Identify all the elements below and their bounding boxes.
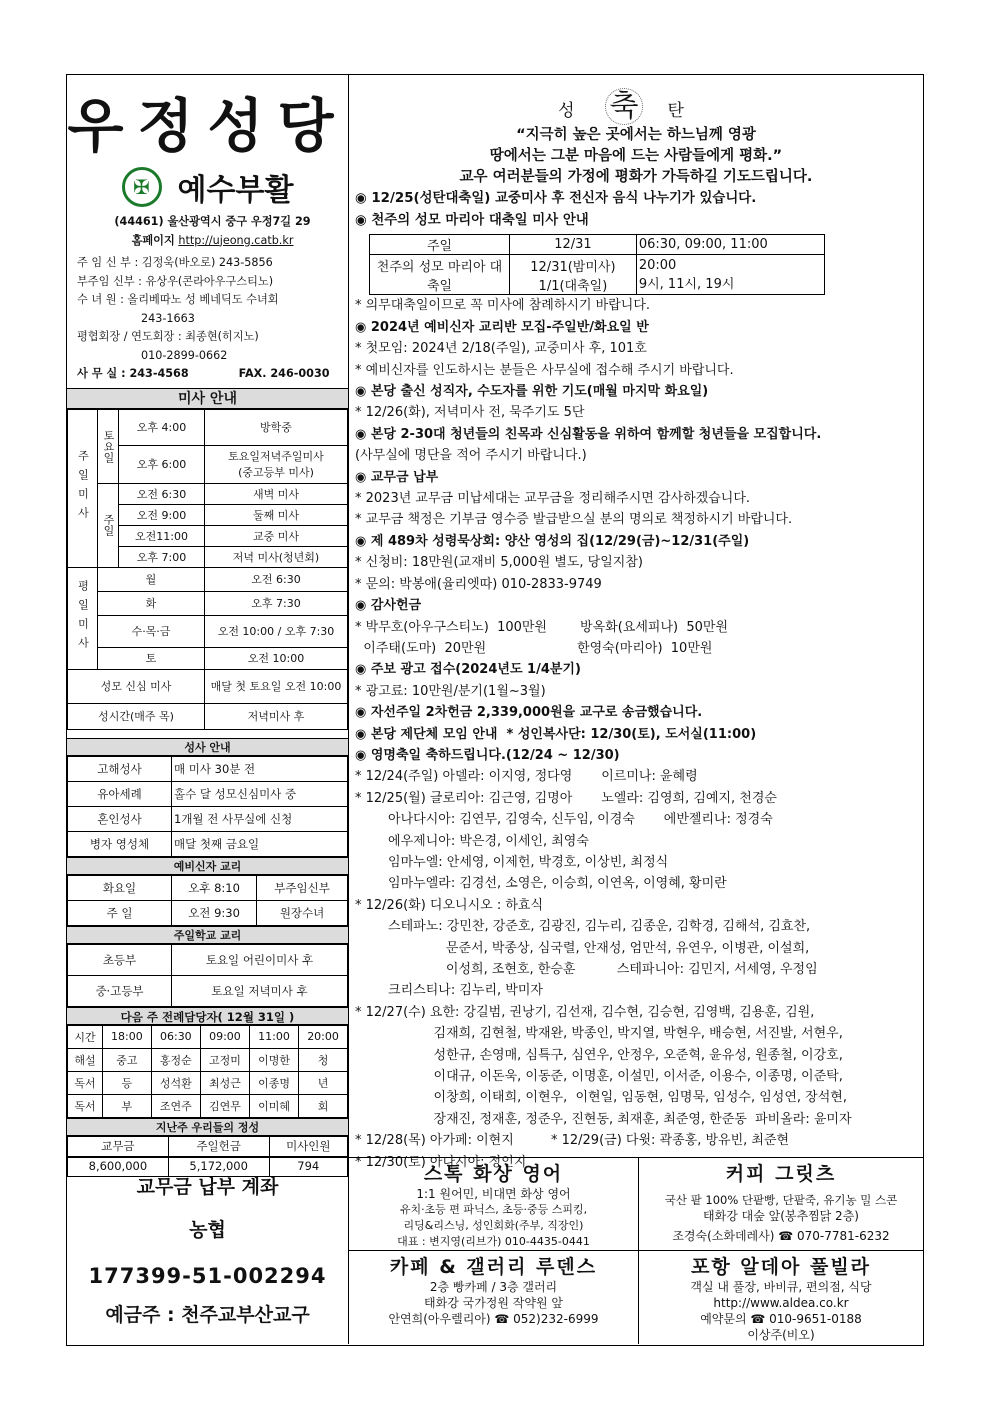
notice-heading: ◉ 주보 광고 접수(2024년도 1/4분기) (355, 662, 581, 678)
notice-line: * 12/26(화), 저녁미사 전, 묵주기도 5단 (355, 405, 585, 421)
notice-line: 아나다시아: 김연무, 김영숙, 신두임, 이경숙 에반젤리나: 정경숙 (355, 812, 773, 828)
notice-line: * 광고료: 10만원/분기(1월~3월) (355, 683, 546, 699)
notice-heading: ◉ 교무금 납부 (355, 469, 439, 485)
mass-heading: 미사 안내 (67, 388, 348, 409)
notice-heading: ◉ 영명축일 축하드립니다.(12/24 ~ 12/30) (355, 747, 620, 763)
notice-line: * 2023년 교무금 미납세대는 교무금을 정리해주시면 감사하겠습니다. (355, 491, 751, 507)
left-column (67, 75, 349, 1173)
staff-5: 010-2899-0662 (141, 348, 228, 362)
sacrament-table: 고해성사 매 미사 30분 전 유아세례 홀수 달 성모신심미사 중 혼인성사 1개월 전 사무실에 신청 병자 영성체 매달 첫째 금요일 (67, 756, 348, 857)
staff-1: 부주임 신부 : 유상우(콘라아우구스티노) (77, 274, 274, 288)
notice-line: 성한규, 손영매, 심특구, 심연우, 안정우, 오준혁, 윤유성, 원종철, 이강호, (355, 1047, 843, 1063)
ad-villa: 포항 알데아 풀빌라 객실 내 풀장, 바비큐, 편의점, 식당 http://www.aldea.co.kr 예약문의 ☎ 010-9651-0188 이상주(비오) (690, 1256, 872, 1342)
notice-line: (사무실에 명단을 적어 주시기 바랍니다.) (355, 448, 587, 464)
notice-line: 에우제니아: 박은경, 이세인, 최영숙 (355, 833, 589, 849)
notice-line: * 문의: 박봉애(율리엣따) 010-2833-9749 (355, 576, 602, 592)
notice-line: * 첫모임: 2024년 2/18(주일), 교중미사 후, 101호 (355, 341, 647, 357)
bank-name: 농협 (189, 1219, 226, 1241)
xmas-heading: 성 축 탄 (558, 89, 714, 124)
notice-line: 스테파노: 강민찬, 강준호, 김광진, 김누리, 김종운, 김학경, 김해석, 김효찬, (355, 919, 811, 935)
notice-line: * 12/26(화) 디오니시오 : 하효식 (355, 897, 544, 913)
homepage-link[interactable]: http://ujeong.catb.kr (178, 233, 294, 247)
notice-line: * 박무호(아우구스티노) 100만원 방옥화(요세피나) 50만원 (355, 619, 729, 635)
staff-0: 주 임 신 부 : 김정욱(바오로) 243-5856 (77, 256, 273, 269)
notice-heading: ◉ 감사헌금 (355, 598, 422, 614)
notice-line: * 12/28(목) 아가페: 이현지 * 12/29(금) 다윗: 곽종홍, 방유빈, 최준현 (355, 1133, 790, 1149)
school-heading: 주일학교 교리 (67, 926, 348, 944)
homepage: 홈페이지 http://ujeong.catb.kr (131, 233, 294, 247)
notice-heading: ◉ 2024년 예비신자 교리반 모집-주일반/화요일 반 (355, 319, 649, 335)
diocese-seal-icon: ✠ (122, 167, 162, 207)
staff-4: 평협회장 / 연도회장 : 최종현(히지노) (77, 330, 259, 343)
account-number: 177399-51-002294 (88, 1264, 327, 1288)
account-box (67, 1158, 349, 1344)
mary-feast-table: 주일 12/31 06:30, 09:00, 11:00 천주의 성모 마리아 대축일 12/31(밤미사) 1/1(대축일) 20:00 9시, 11시, 19시 (369, 234, 825, 295)
notice-line: * 의무대축일이므로 꼭 미사에 참례하시기 바랍니다. (355, 298, 651, 314)
news-lines (349, 295, 923, 1173)
mass-table: 주일미사 토요일 오후 4:00 방학중 오후 6:00 토요일저녁주일미사 (중고등부 미사) 주일 오전 6:30 새벽 미사 오전 9:00 둘째 미사 오전11:00 교중 미사 오후 7:00 저녁 미사(청년회) 평일미사 월 오전 6:30 화 오후 7:30 수·목·금 오전 10:00 / 오후 7:30 토 오전 10:00 성모 신심 미사 매달 첫 토요일 오전 10:00 성시간(매주 목) 저녁미사 후 (67, 409, 348, 730)
notice-heading: ◉ 제 489차 성령묵상회: 양산 영성의 집(12/29(금)~12/31(주일) (355, 533, 750, 549)
ad-coffee: 커피 그릿츠 국산 팥 100% 단팥빵, 단팥죽, 유기농 밀 스콘 태화강 대숲 앞(봉추찜닭 2층) 조경숙(소화데레사) ☎ 070-7781-6232 (639, 1158, 923, 1251)
ads-area (67, 1157, 923, 1345)
notice-line: 임마누엘: 안세영, 이제헌, 박경호, 이상빈, 최정식 (355, 854, 669, 870)
account-title: 교무금 납부 계좌 (136, 1176, 279, 1198)
logo-text: 예수부활 (177, 173, 294, 208)
church-info (67, 213, 348, 384)
notice-line: * 교무금 책정은 기부금 영수증 발급받으실 분의 명의로 책정하시기 바랍니다. (355, 512, 793, 528)
notice-line: * 12/25(월) 글로리아: 김근영, 김명아 노엘라: 김영희, 김예지, 천경순 (355, 790, 777, 806)
address: (44461) 울산광역시 중구 우정7길 29 (114, 215, 311, 228)
bulletin-frame (66, 74, 924, 1346)
notice-line: 이성희, 조현호, 한승훈 스테파니아: 김민지, 서세영, 우정임 (355, 962, 818, 977)
stats-table: 교무금 주일헌금 미사인원 8,600,000 5,172,000 794 (67, 1136, 348, 1177)
church-title: 우정성당 (67, 92, 348, 160)
notice-line: 임마누엘라: 김경선, 소영은, 이승희, 이연옥, 이영혜, 황미란 (355, 876, 727, 892)
account-holder: 예금주 : 천주교부산교구 (105, 1304, 310, 1326)
notice-line: * 12/30(토) 아나시아: 정인지 (355, 1154, 527, 1170)
catechumen-table: 화요일 오후 8:10 부주임신부 주 일 오전 9:30 원장수녀 (67, 875, 348, 926)
xmas-greeting: “지극히 높은 곳에서는 하느님께 영광 땅에서는 그분 마음에 드는 사람들에게 평화.” 교우 여러분들의 가정에 평화가 가득하길 기도드립니다. (459, 127, 813, 185)
notice-line: * 신청비: 18만원(교재비 5,000원 별도, 당일지참) (355, 555, 643, 571)
notice-line: 이창희, 이태희, 이현우, 이현일, 임동현, 임명묵, 임성수, 임성연, 장석현, (355, 1090, 847, 1106)
logo (67, 165, 348, 209)
ad-cafe: 카페 & 갤러리 루덴스 2층 빵카페 / 3층 갤러리 태화강 국가정원 작약원 앞 안연희(아우렐리아) ☎ 052)232-6999 (349, 1251, 639, 1344)
staff-3: 243-1663 (141, 311, 195, 325)
notice-line: 이주태(도마) 20만원 한영숙(마리아) 10만원 (355, 640, 713, 656)
notice-heading: ◉ 본당 제단체 모임 안내 * 성인복사단: 12/30(토), 도서실(11:00) (355, 726, 757, 742)
right-column (349, 75, 923, 1170)
sacrament-heading: 성사 안내 (67, 738, 348, 756)
duty-table: 시간 18:00 06:30 09:00 11:00 20:00 해설 중고 홍정순 고정미 이명한 청 독서 등 성석환 최성근 이종명 년 독서 부 조연주 김연무 이미혜 회 (67, 1025, 348, 1118)
notice-line: 장재진, 정재훈, 정준우, 진현동, 최재훈, 최준영, 한준동 파비올라: 윤미자 (355, 1111, 852, 1127)
notice-line: 김재희, 김현철, 박재완, 박종인, 박지열, 박현우, 배승현, 서진발, 서현우, (355, 1026, 843, 1042)
school-table: 초등부 토요일 어린이미사 후 중·고등부 토요일 저녁미사 후 (67, 944, 348, 1007)
staff-2: 수 녀 원 : 올리베따노 성 베네딕도 수녀회 (77, 293, 279, 306)
news-top: ◉ 12/25(성탄대축일) 교중미사 후 전신자 음식 나누기가 있습니다. ◉ 천주의 성모 마리아 대축일 미사 안내 (355, 191, 757, 228)
notice-line: 이대규, 이돈욱, 이동준, 이명훈, 이설민, 이서준, 이용수, 이종명, 이준탁, (355, 1069, 843, 1085)
office-line: 사 무 실 : 243-4568 FAX. 246-0030 (77, 367, 330, 380)
notice-line: 크리스티나: 김누리, 박미자 (355, 983, 543, 999)
notice-heading: ◉ 본당 2-30대 청년들의 친목과 신심활동을 위하여 함께할 청년들을 모집합니다. (355, 426, 822, 442)
notice-line: 문준서, 박종상, 심국렬, 안재성, 엄만석, 유연우, 이병관, 이설희, (355, 940, 810, 956)
notice-heading: ◉ 본당 출신 성직자, 수도자를 위한 기도(매월 마지막 화요일) (355, 384, 709, 400)
notice-line: * 12/27(수) 요한: 강길범, 권낭기, 김선재, 김수현, 김승현, 김영백, 김용훈, 김원, (355, 1004, 815, 1020)
notice-heading: ◉ 자선주일 2차헌금 2,339,000원을 교구로 송금했습니다. (355, 705, 703, 721)
duty-heading: 다음 주 전례담당자( 12월 31일 ) (67, 1007, 348, 1025)
ad-english: 스톡 화상 영어 1:1 원어민, 비대면 화상 영어 유치·초등 편 파닉스, 초등·중등 스피킹, 리딩&리스닝, 성인회화(주부, 직장인) 대표 : 변지영(리브가) 010-4435-0441 (349, 1158, 639, 1251)
notice-line: * 12/24(주일) 아델라: 이지영, 정다영 이르미나: 윤혜령 (355, 769, 698, 785)
notice-line: * 예비신자를 인도하시는 분들은 사무실에 접수해 주시기 바랍니다. (355, 362, 734, 378)
stats-heading: 지난주 우리들의 정성 (67, 1118, 348, 1136)
catechumen-heading: 예비신자 교리 (67, 857, 348, 875)
